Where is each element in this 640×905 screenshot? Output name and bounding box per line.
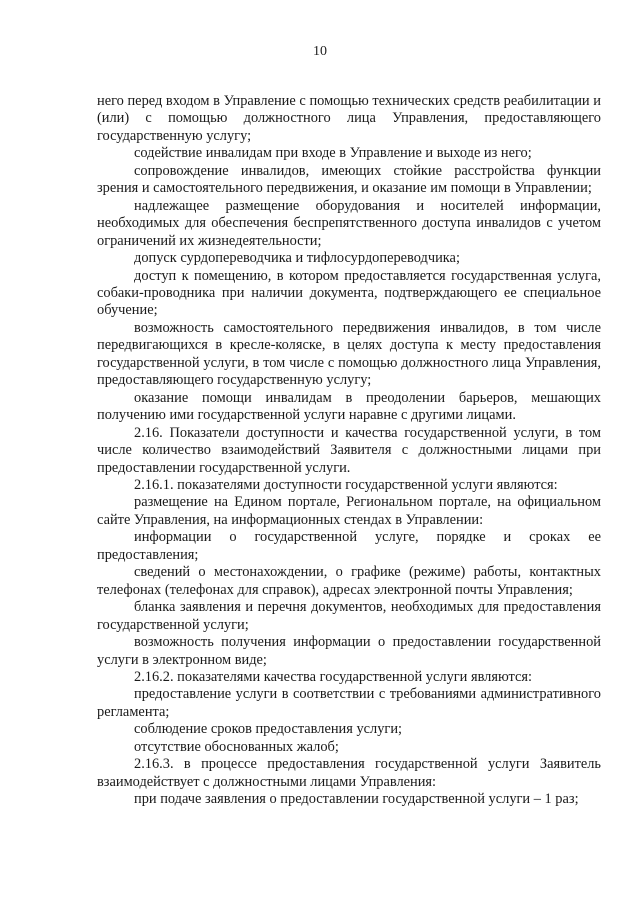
paragraph: 2.16.3. в процессе предоставления государственной услуги Заявитель взаимодействует с должностными лицами Управления: bbox=[97, 756, 601, 790]
paragraph: при подаче заявления о предоставлении государственной услуги – 1 раз; bbox=[134, 791, 579, 808]
paragraph: отсутствие обоснованных жалоб; bbox=[134, 738, 339, 755]
paragraph: бланка заявления и перечня документов, необходимых для предоставления государственной услуги; bbox=[97, 599, 601, 633]
paragraph: возможность получения информации о предоставлении государственной услуги в электронном виде; bbox=[97, 634, 601, 668]
paragraph: 2.16.2. показателями качества государственной услуги являются: bbox=[134, 668, 533, 685]
paragraph: сведений о местонахождении, о графике (режиме) работы, контактных телефонах (телефонах для справок), адресах электронной почты Управления; bbox=[97, 564, 601, 598]
paragraph: надлежащее размещение оборудования и носителей информации, необходимых для обеспечения беспрепятственного доступа инвалидов с учетом ограничений их жизнедеятельности; bbox=[97, 197, 601, 249]
paragraph: информации о государственной услуге, порядке и сроках ее предоставления; bbox=[97, 529, 601, 563]
paragraph: допуск сурдопереводчика и тифлосурдопереводчика; bbox=[134, 250, 460, 267]
paragraph: 2.16.1. показателями доступности государственной услуги являются: bbox=[134, 476, 558, 493]
paragraph: него перед входом в Управление с помощью технических средств реабилитации и (или) с помощью должностного лица Управления, предоставляющего государственную услугу; bbox=[97, 93, 601, 144]
paragraph: 2.16. Показатели доступности и качества государственной услуги, в том числе количество взаимодействий Заявителя с должностными лицами при предоставлении государственной услуги. bbox=[97, 424, 601, 476]
paragraph: соблюдение сроков предоставления услуги; bbox=[134, 721, 403, 738]
paragraph: содействие инвалидам при входе в Управление и выходе из него; bbox=[134, 145, 532, 162]
paragraph: оказание помощи инвалидам в преодолении барьеров, мешающих получению ими государственной услуги наравне с другими лицами. bbox=[97, 389, 601, 424]
document-body bbox=[97, 93, 601, 809]
paragraph: сопровождение инвалидов, имеющих стойкие расстройства функции зрения и самостоятельного передвижения, и оказание им помощи в Управлении; bbox=[97, 162, 601, 197]
paragraph: доступ к помещению, в котором предоставляется государственная услуга, собаки-проводника при наличии документа, подтверждающего ее специальное обучение; bbox=[97, 267, 601, 319]
paragraph: возможность самостоятельного передвижения инвалидов, в том числе передвигающихся в кресле-коляске, в целях доступа к месту предоставления государственной услуги, в том числе с помощью должностного лица Управления, предоставляющего государственную услугу; bbox=[97, 319, 601, 389]
paragraph: размещение на Едином портале, Региональном портале, на официальном сайте Управления, на информационных стендах в Управлении: bbox=[97, 494, 601, 528]
page-number: 10 bbox=[313, 44, 327, 59]
paragraph: предоставление услуги в соответствии с требованиями административного регламента; bbox=[97, 686, 601, 720]
